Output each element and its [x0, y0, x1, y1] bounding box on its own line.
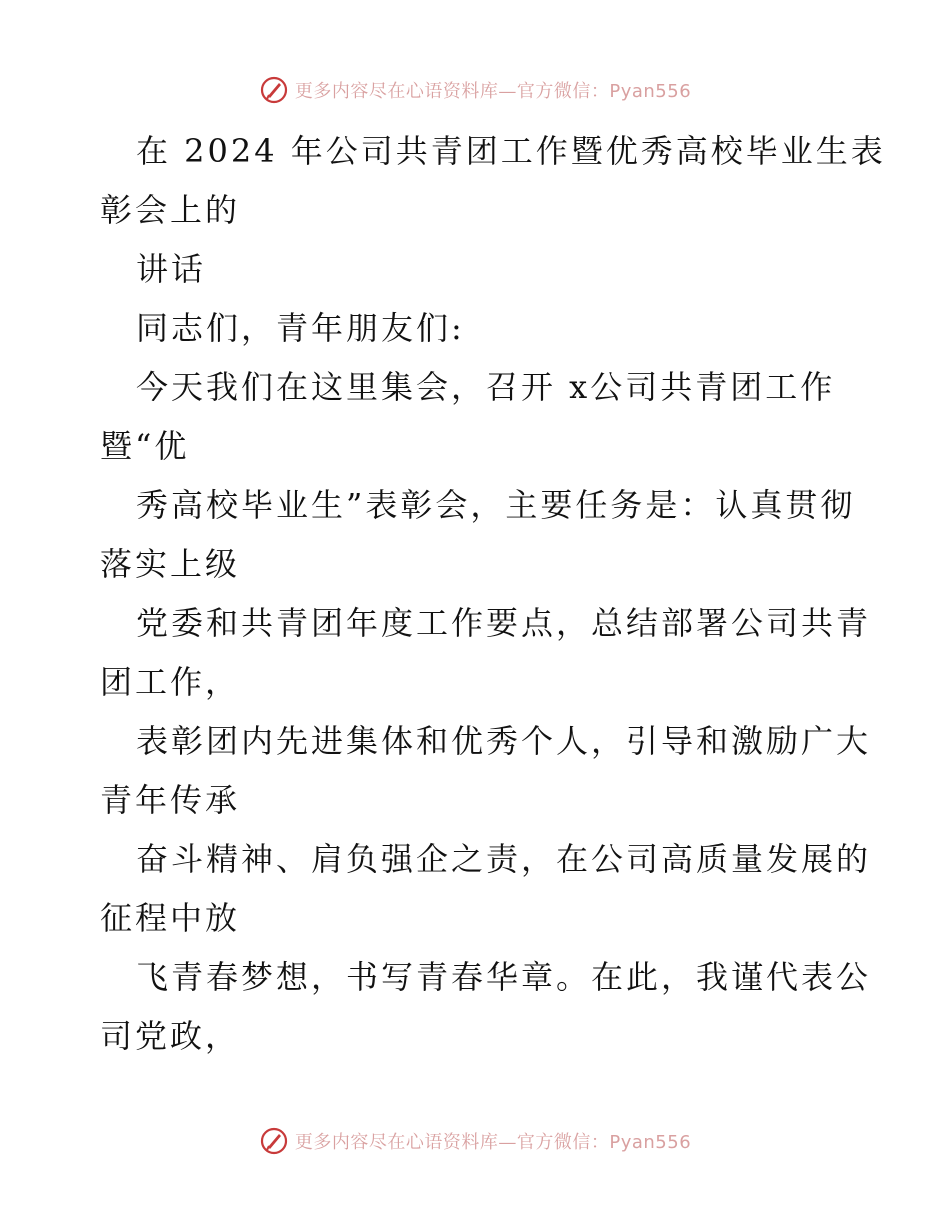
body-line: 飞青春梦想，书写青春华章。在此，我谨代表公 [136, 958, 872, 996]
body-line: 司党政， [100, 1017, 241, 1055]
watermark-official: 官方微信： [516, 81, 610, 102]
watermark-text [295, 1128, 691, 1154]
body-line: 党委和共青团年度工作要点，总结部署公司共青 [136, 604, 872, 642]
quill-pen-logo-icon [259, 1126, 289, 1156]
body-line: 征程中放 [100, 899, 241, 937]
watermark-official: 官方微信： [516, 1132, 610, 1153]
body-line: 落实上级 [100, 545, 241, 583]
body-line: 秀高校毕业生”表彰会，主要任务是：认真贯彻 [136, 486, 856, 524]
watermark-id: Pyan556 [609, 81, 692, 102]
watermark-separator: — [498, 1132, 517, 1153]
watermark-id: Pyan556 [609, 1132, 692, 1153]
document-body [100, 122, 886, 1066]
body-line: 奋斗精神、肩负强企之责，在公司高质量发展的 [136, 840, 872, 878]
header-watermark [0, 70, 950, 110]
body-line: 表彰团内先进集体和优秀个人，引导和激励广大 [136, 722, 872, 760]
body-line: 讲话 [136, 250, 207, 288]
body-line: 彰会上的 [100, 191, 241, 229]
footer-watermark [0, 1121, 950, 1161]
watermark-main: 更多内容尽在心语资料库 [294, 81, 499, 102]
body-line: 青年传承 [100, 781, 241, 819]
watermark-text [295, 77, 691, 103]
quill-pen-logo-icon [259, 75, 289, 105]
watermark-main: 更多内容尽在心语资料库 [294, 1132, 499, 1153]
body-line: 同志们，青年朋友们: [136, 309, 465, 347]
body-line: 今天我们在这里集会，召开 x公司共青团工作 [136, 368, 836, 406]
watermark-separator: — [498, 81, 517, 102]
body-line: 在 2024 年公司共青团工作暨优秀高校毕业生表 [136, 132, 886, 170]
body-line: 暨“优 [100, 427, 190, 465]
body-line: 团工作， [100, 663, 241, 701]
